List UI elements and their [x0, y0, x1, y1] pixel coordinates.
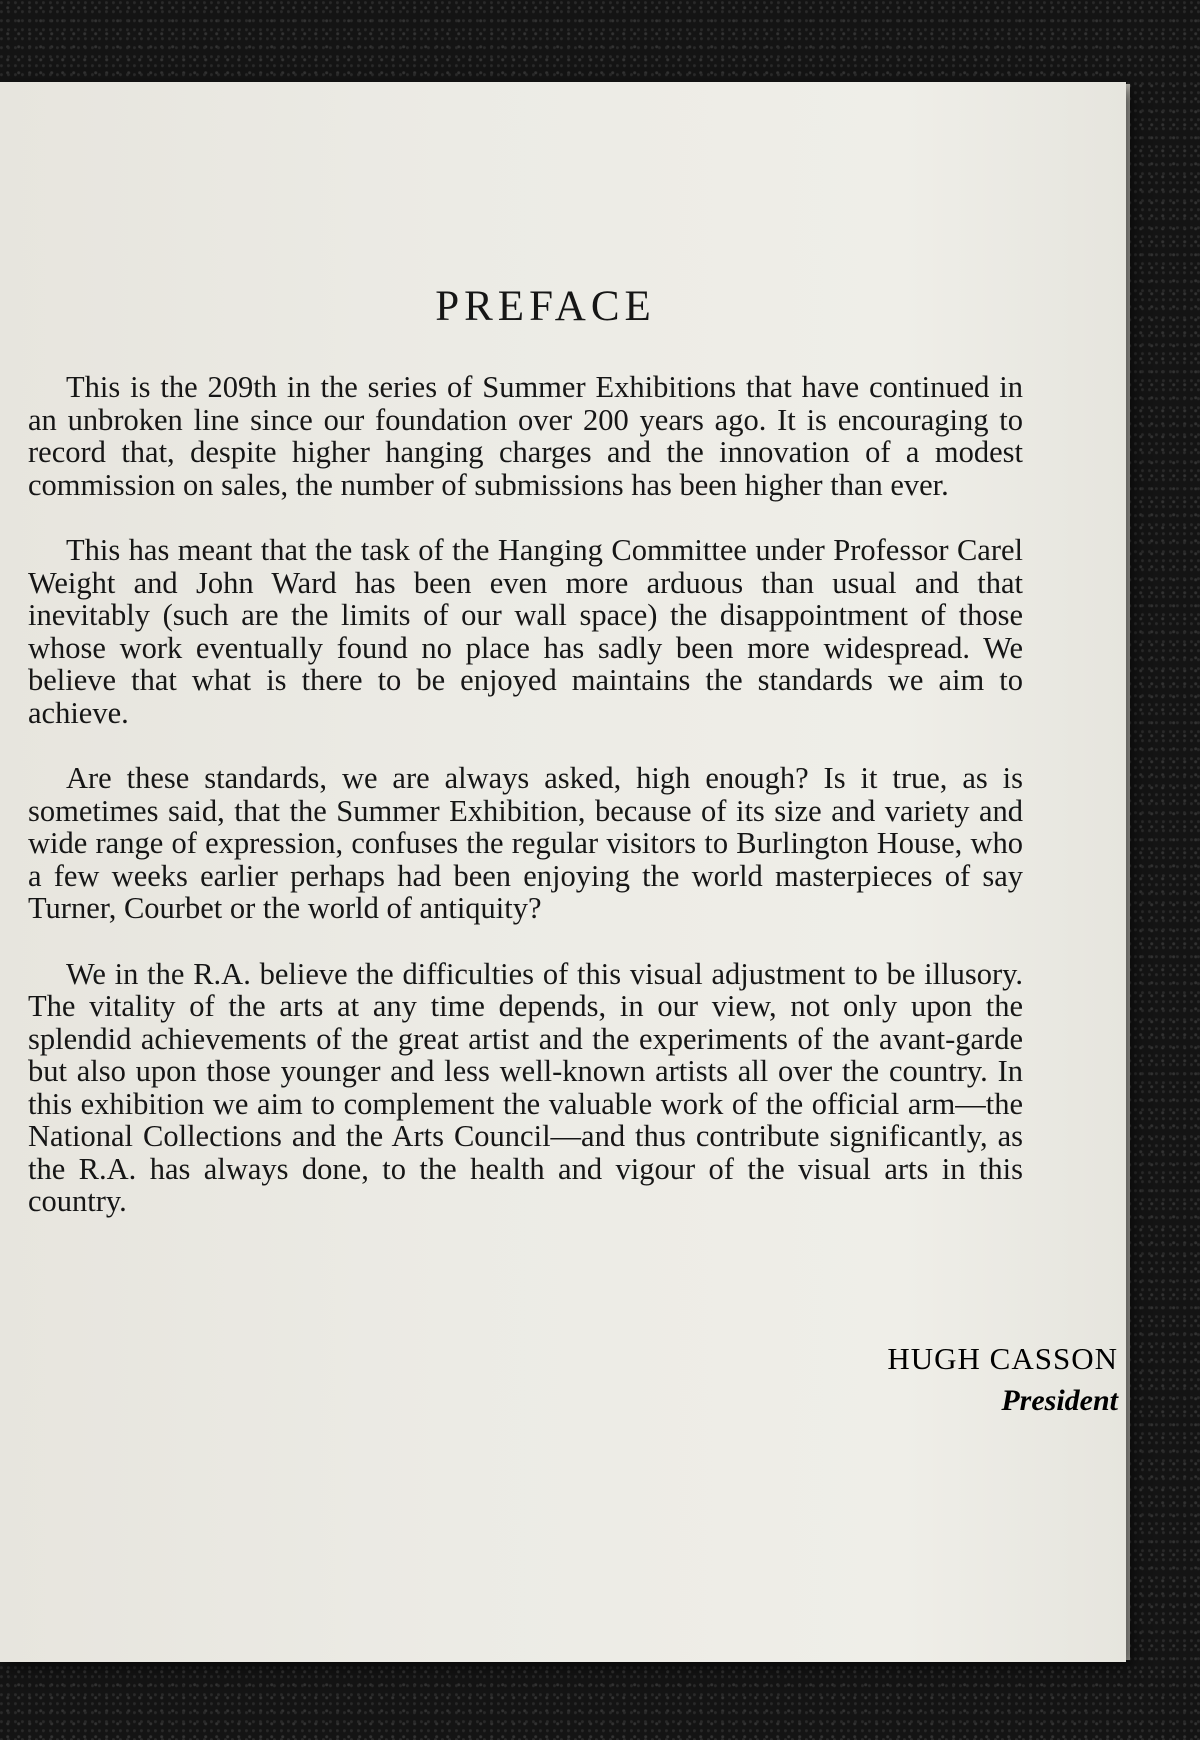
signature-role: President	[1001, 1384, 1118, 1417]
paragraph-3: Are these standards, we are always asked, high enough? Is it true, as is sometimes said, that the Summer Exhibition, because of its size and variety and wide range of expression, confuses the regular visitors to Burlington House, who a few weeks earlier perhaps had been enjoying the world masterpieces of say Turner, Courbet or the world of antiquity?	[28, 761, 1023, 925]
document-page	[0, 82, 1126, 1662]
paragraph-2: This has meant that the task of the Hanging Committee under Professor Carel Weight and John Ward has been even more arduous than usual and that inevitably (such are the limits of our wall space) the disappointment of those whose work eventually found no place has sadly been more widespread. We believe that what is there to be enjoyed maintains the standards we aim to achieve.	[28, 533, 1023, 730]
signature-name: HUGH CASSON	[887, 1341, 1118, 1376]
signature-block	[887, 1337, 1118, 1421]
paragraph-1: This is the 209th in the series of Summer Exhibitions that have continued in an unbroken line since our foundation over 200 years ago. It is encouraging to record that, despite higher hanging charges and the innovation of a modest commission on sales, the number of submissions has been higher than ever.	[28, 370, 1023, 502]
page-title: PREFACE	[435, 283, 656, 330]
paragraph-4: We in the R.A. believe the difficulties of this visual adjustment to be illusory. The vitality of the arts at any time depends, in our view, not only upon the splendid achievements of the great artist and the experiments of the avant-garde but also upon those younger and less well-known artists all over the country. In this exhibition we aim to complement the valuable work of the official arm—the National Collections and the Arts Council—and thus contribute significantly, as the R.A. has always done, to the health and vigour of the visual arts in this country.	[28, 956, 1023, 1218]
preface-content	[28, 202, 1023, 1251]
